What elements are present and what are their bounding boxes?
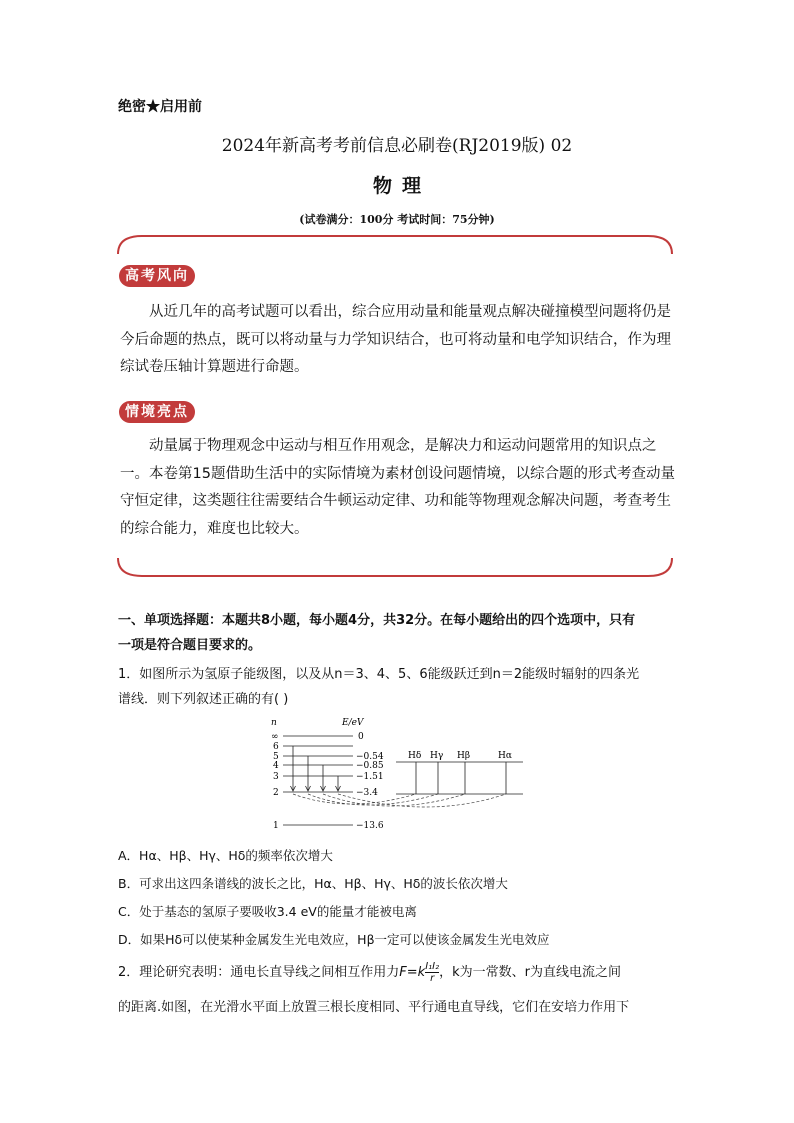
q2-line2: 的距离.如图，在光滑水平面上放置三根长度相同、平行通电直导线，它们在安培力作用下 [118,1000,630,1015]
q1-option-a: A．Hα、Hβ、Hγ、Hδ的频率依次增大 [118,848,333,863]
level-inf [271,732,364,742]
svg-text:−13.6: −13.6 [356,821,384,831]
svg-text:3: 3 [273,772,279,782]
svg-text:4: 4 [273,761,279,771]
q2-formula-fraction: $\frac{\text{I₁I₂}}{r}$ [425,961,440,984]
spectrum-panel [396,751,523,794]
svg-text:−0.54: −0.54 [356,752,384,762]
line-h-alpha: Hα [498,751,512,761]
question-2-stem [118,958,678,1022]
q2-text-pre: 2．理论研究表明：通电长直导线之间相互作用力 [118,965,400,980]
svg-text:∞: ∞ [271,732,279,742]
highlight-badge: 情境亮点 [119,401,195,423]
exam-meta: (试卷满分：100分 考试时间：75分钟) [299,213,495,226]
spectral-connectors [293,794,506,807]
secret-label: 绝密★启用前 [118,99,202,115]
svg-text:0: 0 [358,732,364,742]
level-1 [273,821,384,831]
q2-text-post: ，k为一常数、r为直线电流之间 [439,965,621,980]
line-h-gamma: Hγ [430,751,444,761]
section-heading-line1: 一、单项选择题：本题共8小题，每小题4分，共32分。在每小题给出的四个选项中，只有 [118,613,636,628]
trend-badge: 高考风向 [119,265,195,287]
highlight-paragraph: 动量属于物理观念中运动与相互作用观念，是解决力和运动问题常用的知识点之一。本卷第15题借助生活中的实际情境为素材创设问题情境，以综合题的形式考查动量守恒定律，这类题往往需要结合牛顿运动定律、功和能等物理观念解决问题，考查考生的综合能力，难度也比较大。 [120,438,675,537]
q2-formula-lhs: F=k [399,965,426,980]
svg-text:−3.4: −3.4 [356,788,378,798]
svg-text:1: 1 [273,821,279,831]
line-h-delta: Hδ [408,751,422,761]
e-axis-label: E/eV [342,718,364,728]
section-heading [118,608,678,658]
q1-option-d: D．如果Hδ可以使某种金属发生光电效应，Hβ一定可以使该金属发生光电效应 [118,932,550,947]
q2-line1 [118,958,678,988]
q1-option-c: C．处于基态的氢原子要吸收3.4 eV的能量才能被电离 [118,904,417,919]
q1-stem-line1: 1．如图所示为氢原子能级图，以及从n＝3、4、5、6能级跃迁到n＝2能级时辐射的四条光 [118,667,640,682]
q1-stem-line2: 谱线．则下列叙述正确的有( ) [118,692,289,707]
exam-title: 2024年新高考考前信息必刷卷(RJ2019版) 02 [221,136,573,156]
energy-level-diagram [268,716,528,834]
svg-text:6: 6 [273,742,279,752]
level-2 [273,788,378,798]
svg-text:5: 5 [273,752,279,762]
subject-title: 物理 [372,175,431,197]
svg-text:−1.51: −1.51 [356,772,384,782]
svg-text:2: 2 [273,788,279,798]
question-1-stem [118,662,678,712]
level-3 [273,772,384,782]
level-6 [273,742,353,752]
q1-option-b: B．可求出这四条谱线的波长之比，Hα、Hβ、Hγ、Hδ的波长依次增大 [118,876,508,891]
trend-paragraph: 从近几年的高考试题可以看出，综合应用动量和能量观点解决碰撞模型问题将仍是今后命题的热点，既可以将动量与力学知识结合，也可将动量和电学知识结合，作为理综试卷压轴计算题进行命题。 [120,304,671,375]
n-axis-label: n [271,718,277,728]
transition-arrows [291,746,341,791]
section-heading-line2: 一项是符合题目要求的。 [118,638,262,653]
svg-text:−0.85: −0.85 [356,761,384,771]
level-4 [273,761,384,771]
line-h-beta: Hβ [457,751,471,761]
